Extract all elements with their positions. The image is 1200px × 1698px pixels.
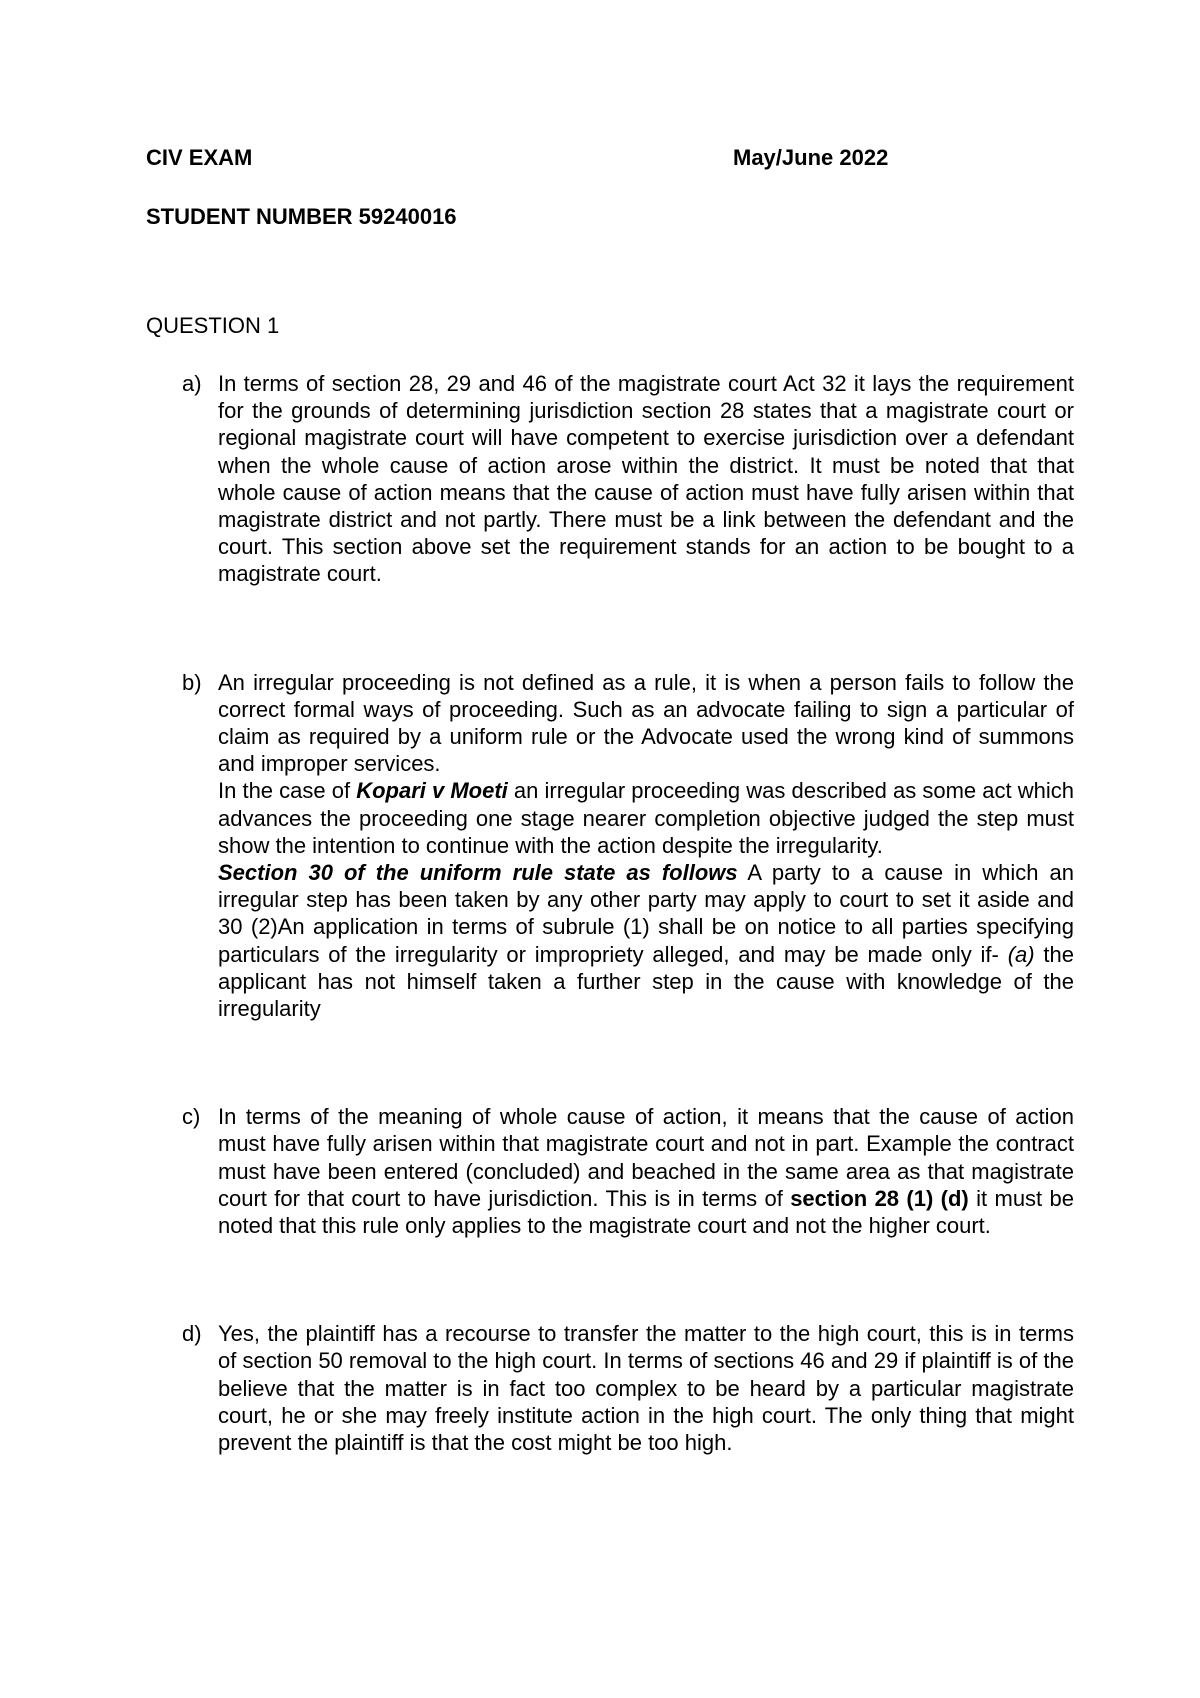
exam-title: CIV EXAM [146, 145, 253, 170]
case-name: Kopari v Moeti [356, 778, 508, 804]
answer-c-post: it must be noted that this rule only applies to the magistrate court and not the higher court. [218, 1185, 1075, 1239]
answer-b-para-3 [218, 859, 1074, 1022]
answer-a [146, 370, 1074, 588]
answer-b-para-3-text: A party to a cause in which an irregular step has been taken by any other party may apply to court to set it aside and 30 (2)An application in terms of subrule (1) shall be on notice to all parties specifying particulars of the irregularity or impropriety alleged, and may be made only if- [218, 860, 1074, 967]
answer-b-para-3-end: the applicant has not himself taken a further step in the cause with knowledge of the irregularity [218, 941, 1074, 1022]
answer-list [146, 370, 1074, 1456]
question-title: QUESTION 1 [146, 313, 280, 338]
answer-d-label: d) [182, 1321, 202, 1347]
answer-c-label: c) [182, 1104, 201, 1130]
answer-b-para-2-post: an irregular proceeding was described as some act which advances the proceeding one stage nearer completion objective judged the step must show the intention to continue with the action despite the irregularity. [218, 778, 1074, 858]
rule-heading: Section 30 of the uniform rule state as follows [218, 860, 738, 886]
answer-c-pre: In terms of the meaning of whole cause of action, it means that the cause of action must have fully arisen within that magistrate court and not in part. Example the contract must have been entered (concluded) and beached in the same area as that magistrate court for that court to have jurisdiction. This is in terms of [218, 1104, 1074, 1211]
subrule-a: (a) [1007, 941, 1035, 967]
answer-a-text: In terms of section 28, 29 and 46 of the magistrate court Act 32 it lays the requirement for the grounds of determining jurisdiction section 28 states that a magistrate court or regional magistrate court will have competent to exercise jurisdiction over a defendant when the whole cause of action arose within the district. It must be noted that that whole cause of action means that the cause of action must have fully arisen within that magistrate district and not partly. There must be a link between the defendant and the court. This section above set the requirement stands for an action to be bought to a magistrate court. [218, 371, 1074, 587]
answer-c-text [218, 1103, 1074, 1239]
answer-d [146, 1320, 1074, 1456]
answer-d-text: Yes, the plaintiff has a recourse to transfer the matter to the high court, this is in terms of section 50 removal to the high court. In terms of sections 46 and 29 if plaintiff is of the believe that the matter is in fact too complex to be heard by a particular magistrate court, he or she may freely institute action in the high court. The only thing that might prevent the plaintiff is that the cost might be too high. [218, 1321, 1074, 1456]
answer-a-label: a) [182, 371, 202, 396]
answer-b-para-1: An irregular proceeding is not defined as a rule, it is when a person fails to follow the correct formal ways of proceeding. Such as an advocate failing to sign a particular of claim as required by a uniform rule or the Advocate used the wrong kind of summons and improper services. [218, 669, 1074, 777]
answer-b-para-2 [218, 777, 1074, 859]
exam-date: May/June 2022 [733, 145, 889, 170]
answer-b-para-2-pre: In the case of [218, 778, 357, 804]
answer-b [146, 669, 1074, 1023]
section-reference: section 28 (1) (d) [790, 1185, 969, 1211]
answer-b-label: b) [182, 669, 202, 695]
answer-c [146, 1103, 1074, 1239]
student-number: STUDENT NUMBER 59240016 [146, 204, 457, 229]
